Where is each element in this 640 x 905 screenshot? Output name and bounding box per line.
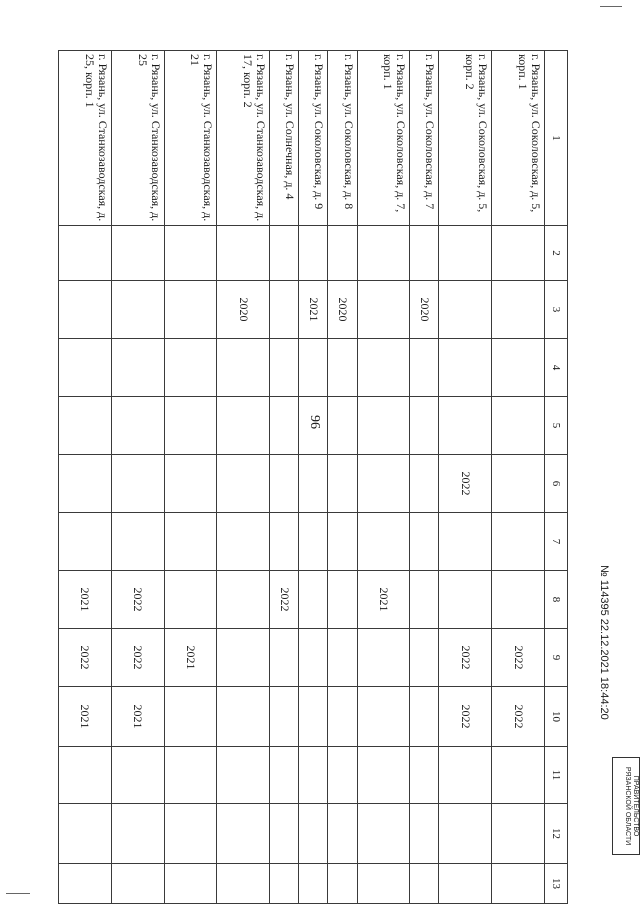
year-cell	[439, 864, 492, 904]
year-cell	[410, 687, 439, 747]
year-cell: 2020	[328, 281, 357, 339]
document-reference: № 114395 22.12.2021 18:44:20	[598, 565, 610, 720]
year-cell	[357, 513, 410, 571]
year-cell: 2022	[492, 687, 545, 747]
year-cell	[164, 747, 217, 804]
column-header: 9	[545, 629, 568, 687]
year-cell	[111, 226, 164, 281]
year-cell	[328, 397, 357, 455]
year-cell: 2022	[270, 571, 299, 629]
year-cell: 2022	[111, 571, 164, 629]
year-cell	[299, 513, 328, 571]
year-cell	[217, 455, 270, 513]
year-cell	[492, 513, 545, 571]
table-row	[299, 51, 328, 904]
column-header: 5	[545, 397, 568, 455]
year-cell	[164, 513, 217, 571]
year-cell	[164, 687, 217, 747]
year-cell	[217, 804, 270, 864]
year-cell	[270, 747, 299, 804]
table-header-row	[545, 51, 568, 904]
table-row	[410, 51, 439, 904]
year-cell	[328, 339, 357, 397]
year-cell	[270, 687, 299, 747]
year-cell	[217, 747, 270, 804]
table-row	[439, 51, 492, 904]
column-header: 13	[545, 864, 568, 904]
year-cell	[164, 804, 217, 864]
year-cell	[439, 513, 492, 571]
year-cell	[59, 397, 112, 455]
year-cell	[328, 804, 357, 864]
year-cell	[59, 339, 112, 397]
column-header: 2	[545, 226, 568, 281]
year-cell	[59, 864, 112, 904]
year-cell	[492, 864, 545, 904]
year-cell	[410, 397, 439, 455]
column-header: 11	[545, 747, 568, 804]
column-header: 10	[545, 687, 568, 747]
address-cell: г. Рязань, ул. Соколовская, д. 7	[410, 51, 439, 226]
year-cell	[164, 226, 217, 281]
column-header: 4	[545, 339, 568, 397]
year-cell	[299, 804, 328, 864]
year-cell	[217, 571, 270, 629]
column-header: 6	[545, 455, 568, 513]
table-row	[164, 51, 217, 904]
year-cell	[439, 747, 492, 804]
year-cell	[270, 864, 299, 904]
year-cell	[164, 397, 217, 455]
scan-mark	[6, 893, 30, 894]
year-cell	[299, 339, 328, 397]
table-row	[111, 51, 164, 904]
year-cell	[299, 397, 328, 455]
year-cell	[357, 864, 410, 904]
year-cell: 2022	[111, 629, 164, 687]
year-cell	[111, 281, 164, 339]
year-cell	[217, 687, 270, 747]
column-header: 8	[545, 571, 568, 629]
year-cell	[410, 571, 439, 629]
year-cell	[357, 339, 410, 397]
year-cell	[357, 455, 410, 513]
government-stamp: ПРАВИТЕЛЬСТВО РЯЗАНСКОЙ ОБЛАСТИ	[612, 757, 640, 855]
rotated-table-container	[58, 50, 568, 903]
year-cell	[217, 864, 270, 904]
year-cell	[111, 804, 164, 864]
year-cell	[492, 281, 545, 339]
year-cell	[357, 747, 410, 804]
year-cell	[217, 339, 270, 397]
year-cell	[357, 281, 410, 339]
year-cell	[299, 455, 328, 513]
column-header: 1	[545, 51, 568, 226]
year-cell	[328, 687, 357, 747]
year-cell	[328, 747, 357, 804]
year-cell: 2022	[59, 629, 112, 687]
year-cell	[111, 455, 164, 513]
year-cell	[164, 864, 217, 904]
year-cell	[492, 397, 545, 455]
year-cell	[410, 339, 439, 397]
address-cell: г. Рязань, ул. Соколовская, д. 7, корп. 1	[357, 51, 410, 226]
year-cell	[328, 571, 357, 629]
year-cell: 2021	[59, 687, 112, 747]
year-cell: 2022	[439, 455, 492, 513]
year-cell	[217, 397, 270, 455]
address-cell: г. Рязань, ул. Соколовская, д. 9	[299, 51, 328, 226]
year-cell	[357, 397, 410, 455]
year-cell	[270, 226, 299, 281]
year-cell	[111, 339, 164, 397]
year-cell	[270, 281, 299, 339]
year-cell	[217, 629, 270, 687]
address-cell: г. Рязань, ул. Соколовская, д. 5, корп. 2	[439, 51, 492, 226]
year-cell	[164, 281, 217, 339]
document-footer	[588, 565, 640, 865]
year-cell	[59, 804, 112, 864]
year-cell	[357, 629, 410, 687]
year-cell: 2020	[217, 281, 270, 339]
year-cell: 2021	[357, 571, 410, 629]
year-cell: 2021	[299, 281, 328, 339]
address-cell: г. Рязань, ул. Станкозаводская, д. 21	[164, 51, 217, 226]
table-row	[270, 51, 299, 904]
year-cell	[59, 747, 112, 804]
address-cell: г. Рязань, ул. Солнечная, д. 4	[270, 51, 299, 226]
year-cell	[410, 864, 439, 904]
address-cell: г. Рязань, ул. Станкозаводская, д. 25	[111, 51, 164, 226]
table-row	[328, 51, 357, 904]
year-cell	[410, 804, 439, 864]
year-cell	[492, 571, 545, 629]
year-cell	[111, 397, 164, 455]
year-cell: 2022	[439, 687, 492, 747]
table-row	[59, 51, 112, 904]
year-cell	[492, 747, 545, 804]
year-cell	[410, 455, 439, 513]
year-cell	[59, 513, 112, 571]
year-cell	[270, 513, 299, 571]
year-cell: 2020	[410, 281, 439, 339]
address-cell: г. Рязань, ул. Соколовская, д. 8	[328, 51, 357, 226]
year-cell: 2021	[111, 687, 164, 747]
year-cell	[299, 629, 328, 687]
address-cell: г. Рязань, ул. Соколовская, д. 5, корп. 1	[492, 51, 545, 226]
year-cell	[299, 571, 328, 629]
year-cell	[59, 226, 112, 281]
year-cell	[59, 455, 112, 513]
year-cell	[270, 629, 299, 687]
year-cell	[111, 513, 164, 571]
year-cell	[439, 339, 492, 397]
year-cell	[299, 864, 328, 904]
year-cell	[328, 513, 357, 571]
year-cell	[299, 747, 328, 804]
year-cell	[164, 455, 217, 513]
year-cell: 2022	[439, 629, 492, 687]
address-cell: г. Рязань, ул. Станкозаводская, д. 17, корп. 2	[217, 51, 270, 226]
year-cell	[59, 281, 112, 339]
year-cell	[270, 339, 299, 397]
year-cell	[270, 455, 299, 513]
year-cell	[328, 226, 357, 281]
year-cell: 2021	[164, 629, 217, 687]
year-cell	[111, 747, 164, 804]
year-cell	[492, 339, 545, 397]
year-cell	[492, 226, 545, 281]
year-cell	[328, 864, 357, 904]
column-header: 3	[545, 281, 568, 339]
year-cell	[492, 455, 545, 513]
year-cell	[439, 571, 492, 629]
year-cell	[410, 513, 439, 571]
year-cell	[357, 687, 410, 747]
scan-mark	[600, 6, 622, 7]
year-cell	[439, 804, 492, 864]
year-cell	[439, 226, 492, 281]
year-cell	[111, 864, 164, 904]
page-number: 96	[307, 415, 322, 429]
year-cell	[270, 804, 299, 864]
capital-repair-table	[58, 50, 568, 904]
table-row	[492, 51, 545, 904]
year-cell	[299, 687, 328, 747]
year-cell	[410, 629, 439, 687]
year-cell	[328, 455, 357, 513]
year-cell	[410, 226, 439, 281]
year-cell	[492, 804, 545, 864]
year-cell	[439, 397, 492, 455]
year-cell	[217, 226, 270, 281]
year-cell: 2021	[59, 571, 112, 629]
year-cell	[439, 281, 492, 339]
year-cell	[164, 339, 217, 397]
year-cell	[357, 804, 410, 864]
address-cell: г. Рязань, ул. Станкозаводская, д. 25, корп. 1	[59, 51, 112, 226]
year-cell	[164, 571, 217, 629]
column-header: 7	[545, 513, 568, 571]
year-cell	[328, 629, 357, 687]
table-row	[357, 51, 410, 904]
year-cell	[217, 513, 270, 571]
year-cell	[270, 397, 299, 455]
year-cell: 2022	[492, 629, 545, 687]
year-cell	[410, 747, 439, 804]
year-cell	[299, 226, 328, 281]
column-header: 12	[545, 804, 568, 864]
table-row	[217, 51, 270, 904]
year-cell	[357, 226, 410, 281]
